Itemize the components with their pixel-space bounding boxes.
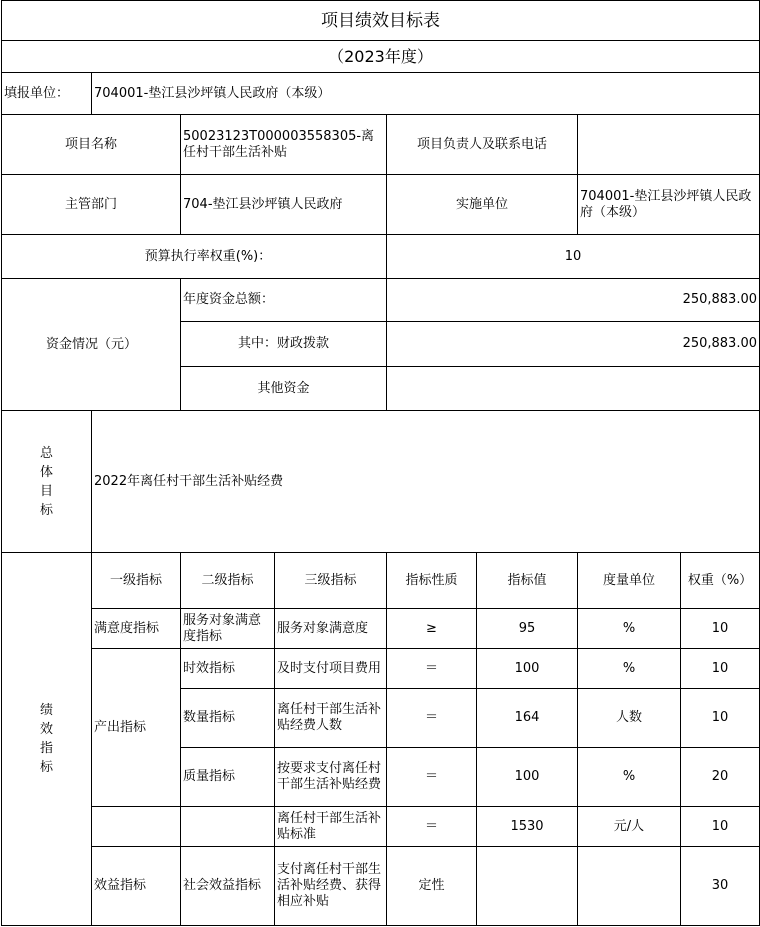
table-title: 项目绩效目标表 — [2, 1, 760, 41]
row-weight: 10 — [681, 689, 760, 748]
row-level3: 及时支付项目费用 — [275, 649, 387, 689]
row-unit: 元/人 — [578, 807, 681, 847]
performance-label-text: 绩效指标 — [40, 703, 54, 775]
row-unit — [578, 847, 681, 926]
row-level3: 离任村干部生活补贴经费人数 — [275, 689, 387, 748]
row-level2: 社会效益指标 — [181, 847, 275, 926]
row-level2: 时效指标 — [181, 649, 275, 689]
budget-weight-value: 10 — [387, 235, 760, 279]
row-level1: 产出指标 — [92, 649, 181, 807]
header-level2: 二级指标 — [181, 553, 275, 609]
row-nature: ＝ — [387, 807, 477, 847]
row-unit: 人数 — [578, 689, 681, 748]
row-level3: 离任村干部生活补贴标准 — [275, 807, 387, 847]
row-unit: % — [578, 748, 681, 807]
row-level2: 数量指标 — [181, 689, 275, 748]
supervising-dept-label: 主管部门 — [2, 175, 181, 235]
table-row — [2, 847, 760, 926]
row-value: 100 — [477, 649, 578, 689]
table-year: （2023年度） — [2, 41, 760, 73]
funds-fiscal-value: 250,883.00 — [387, 322, 760, 367]
funds-fiscal-label: 其中：财政拨款 — [181, 322, 387, 367]
project-leader-value — [578, 115, 760, 175]
table-row — [2, 609, 760, 649]
row-value — [477, 847, 578, 926]
header-unit: 度量单位 — [578, 553, 681, 609]
row-unit: % — [578, 649, 681, 689]
row-value: 95 — [477, 609, 578, 649]
overall-goal-value: 2022年离任村干部生活补贴经费 — [92, 411, 760, 553]
row-nature: ≥ — [387, 609, 477, 649]
row-nature: 定性 — [387, 847, 477, 926]
row-level1 — [92, 807, 181, 847]
funds-label-text: 资金情况（元） — [46, 336, 138, 352]
project-name-label: 项目名称 — [2, 115, 181, 175]
row-nature: ＝ — [387, 689, 477, 748]
supervising-dept-value: 704-垫江县沙坪镇人民政府 — [181, 175, 387, 235]
header-nature: 指标性质 — [387, 553, 477, 609]
row-weight: 10 — [681, 649, 760, 689]
row-level2: 服务对象满意度指标 — [181, 609, 275, 649]
row-level1: 满意度指标 — [92, 609, 181, 649]
reporting-unit-label: 填报单位： — [2, 73, 92, 115]
header-level1: 一级指标 — [92, 553, 181, 609]
budget-weight-label: 预算执行率权重(%)： — [2, 235, 387, 279]
header-weight: 权重（%） — [681, 553, 760, 609]
project-name-value: 50023123T000003558305-离任村干部生活补贴 — [181, 115, 387, 175]
header-level3: 三级指标 — [275, 553, 387, 609]
table-row — [2, 807, 760, 847]
row-nature: ＝ — [387, 748, 477, 807]
row-value: 1530 — [477, 807, 578, 847]
overall-goal-label — [2, 411, 92, 553]
funds-total-label: 年度资金总额： — [181, 279, 387, 322]
row-weight: 10 — [681, 807, 760, 847]
funds-total-value: 250,883.00 — [387, 279, 760, 322]
overall-goal-label-text: 总体目标 — [40, 445, 54, 518]
implementing-unit-value: 704001-垫江县沙坪镇人民政府（本级） — [578, 175, 760, 235]
row-weight: 20 — [681, 748, 760, 807]
project-leader-label: 项目负责人及联系电话 — [387, 115, 578, 175]
row-unit: % — [578, 609, 681, 649]
table-row — [2, 649, 760, 689]
funds-label — [2, 279, 181, 411]
performance-goal-table — [1, 0, 760, 926]
row-level2 — [181, 807, 275, 847]
row-weight: 30 — [681, 847, 760, 926]
row-weight: 10 — [681, 609, 760, 649]
row-level2: 质量指标 — [181, 748, 275, 807]
row-level3: 支付离任村干部生活补贴经费、获得相应补贴 — [275, 847, 387, 926]
row-level3: 按要求支付离任村干部生活补贴经费 — [275, 748, 387, 807]
row-value: 164 — [477, 689, 578, 748]
row-level3: 服务对象满意度 — [275, 609, 387, 649]
header-value: 指标值 — [477, 553, 578, 609]
performance-label — [2, 553, 92, 926]
implementing-unit-label: 实施单位 — [387, 175, 578, 235]
row-level1: 效益指标 — [92, 847, 181, 926]
funds-other-value — [387, 367, 760, 411]
row-nature: ＝ — [387, 649, 477, 689]
reporting-unit-value: 704001-垫江县沙坪镇人民政府（本级） — [92, 73, 760, 115]
row-value: 100 — [477, 748, 578, 807]
funds-other-label: 其他资金 — [181, 367, 387, 411]
